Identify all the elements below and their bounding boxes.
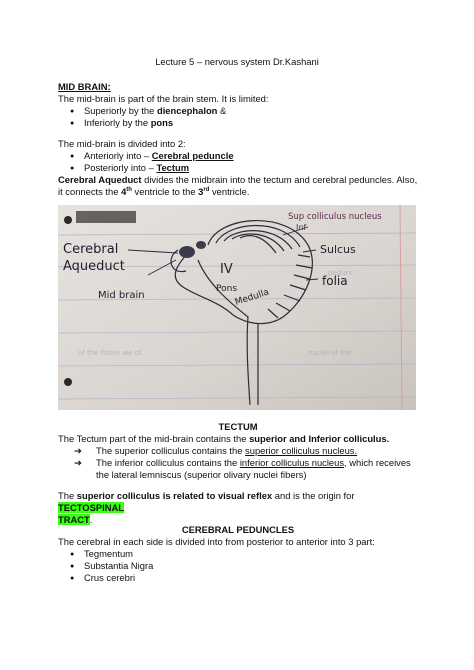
part-text: Posteriorly into –	[84, 162, 157, 174]
scribble-mark	[76, 211, 136, 223]
aqueduct-paragraph	[58, 174, 418, 198]
list-item: ● Substantia Nigra	[70, 560, 418, 572]
list-item	[70, 162, 418, 174]
tectum-section	[58, 421, 418, 481]
peduncles-section	[58, 524, 418, 584]
highlight-tectospinal: TECTOSPINAL	[58, 502, 124, 514]
tectum-item-text: The inferior colliculus contains the	[96, 457, 240, 469]
sketch-shading	[179, 246, 195, 258]
tectum-item-underlined: inferior colliculus nucleus	[239, 457, 345, 469]
sketch-drawing	[58, 205, 416, 410]
list-item	[74, 457, 418, 481]
midbrain-division	[58, 138, 418, 198]
list-item	[70, 105, 418, 117]
limit-post: &	[217, 105, 227, 117]
list-item	[70, 150, 418, 162]
aqueduct-bold: Cerebral Aqueduct	[58, 174, 142, 186]
visual-reflex-text	[58, 490, 418, 526]
limit-bold: pons	[150, 117, 174, 129]
label-cerebral: Cerebral	[63, 242, 119, 257]
peduncles-list	[58, 548, 418, 584]
peduncles-intro: The cerebral in each side is divided into from posterior to anterior into 3 part:	[58, 536, 375, 548]
aqueduct-text: divides the midbrain into the tectum and cerebral peduncles. Also, it connects the	[58, 174, 418, 198]
svg-text:pedunc: pedunc	[328, 269, 354, 277]
binder-hole-icon	[64, 378, 72, 386]
label-mid-brain: Mid brain	[98, 290, 145, 301]
list-item: ● Crus cerebri	[70, 572, 418, 584]
tectum-intro	[58, 433, 418, 445]
sketch-shading	[196, 241, 206, 249]
tectum-item-text: The superior colliculus contains the	[96, 445, 246, 457]
superscript: th	[126, 187, 132, 193]
arrow-icon: ➔	[74, 457, 82, 469]
midbrain-section	[58, 81, 418, 129]
superscript: rd	[203, 187, 210, 193]
visual-text: .	[89, 514, 93, 526]
part-link: Tectum	[156, 162, 190, 174]
svg-text:nuclei of the: nuclei of the	[308, 349, 352, 357]
tectum-item-text: , which receives the lateral lemniscus (superior olivary nuclei fibers)	[96, 457, 411, 481]
label-inf: Inf	[296, 223, 307, 232]
limit-bold: diencephalon	[156, 105, 218, 117]
svg-text:of the fibres we of: of the fibres we of	[78, 349, 142, 357]
aqueduct-text: ventricle.	[209, 186, 250, 198]
label-sup-colliculus: Sup colliculus nucleus	[288, 212, 382, 222]
label-aqueduct: Aqueduct	[63, 259, 125, 274]
midbrain-heading: MID BRAIN:	[58, 81, 111, 92]
midbrain-parts-list	[58, 150, 418, 174]
tectum-intro-bold: superior and Inferior colliculus.	[249, 433, 390, 445]
tectum-intro-text: The Tectum part of the mid-brain contains the	[58, 433, 250, 445]
ventricle-number: 3	[198, 186, 204, 198]
limit-text: Superiorly by the	[84, 105, 157, 117]
label-medulla: Medulla	[233, 287, 271, 308]
tectum-list	[58, 445, 418, 481]
part-text: Anteriorly into –	[84, 150, 152, 162]
visual-bold: superior colliculus is related to visual reflex	[76, 490, 273, 501]
midbrain-sketch-photo	[58, 205, 416, 410]
visual-reflex-paragraph	[58, 490, 418, 526]
limit-text: Inferiorly by the	[84, 117, 151, 129]
midbrain-intro: The mid-brain is part of the brain stem. It is limited:	[58, 93, 269, 105]
tectum-item-underlined: superior colliculus nucleus.	[245, 445, 358, 457]
peduncles-heading: CEREBRAL PEDUNCLES	[181, 524, 295, 535]
list-item: ● Tegmentum	[70, 548, 418, 560]
page-title: Lecture 5 – nervous system Dr.Kashani	[155, 56, 319, 67]
aqueduct-text: ventricle to the	[131, 186, 199, 198]
part-link: Cerebral peduncle	[151, 150, 234, 162]
tectum-heading: TECTUM	[218, 421, 258, 432]
list-item	[70, 117, 418, 129]
label-iv: IV	[220, 262, 233, 277]
label-pons: Pons	[216, 284, 238, 294]
visual-text: and is the origin for	[272, 490, 355, 501]
label-folia: folia	[322, 274, 348, 288]
midbrain-divided-text: The mid-brain is divided into 2:	[58, 138, 186, 149]
binder-hole-icon	[64, 216, 72, 224]
arrow-icon: ➔	[74, 445, 82, 457]
ventricle-number: 4	[121, 186, 127, 198]
highlight-tract: TRACT	[58, 514, 90, 526]
visual-text: The	[58, 490, 77, 501]
midbrain-limits-list	[58, 105, 418, 129]
list-item	[74, 445, 418, 457]
label-sulcus: Sulcus	[320, 243, 356, 256]
